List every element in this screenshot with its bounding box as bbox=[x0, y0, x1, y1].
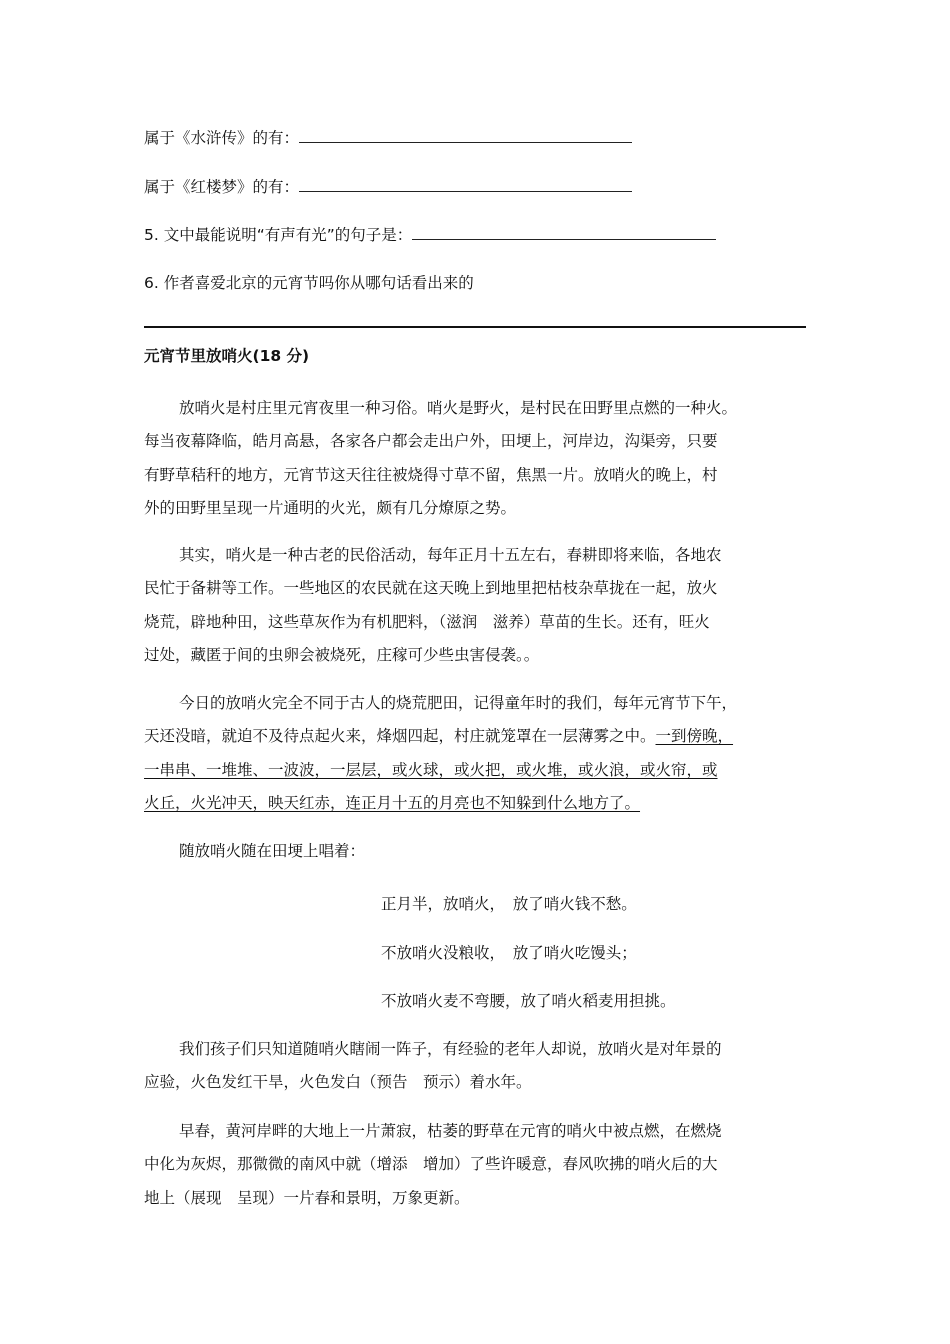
article-title: 元宵节里放哨火(18 分) bbox=[144, 347, 310, 365]
paragraph-line: 我们孩子们只知道随哨火瞎闹一阵子，有经验的老年人却说，放哨火是对年景的 bbox=[179, 1040, 722, 1058]
underlined-sentence-start: 一到傍晚， bbox=[655, 727, 734, 746]
paragraph-6 bbox=[144, 1115, 814, 1215]
paragraph-5 bbox=[144, 1033, 814, 1100]
paragraph-line: 过处，藏匿于间的虫卵会被烧死，庄稼可少些虫害侵袭。。 bbox=[144, 645, 540, 664]
question-5-label: 5. 文中最能说明“有声有光”的句子是： bbox=[144, 226, 413, 244]
question-5 bbox=[144, 223, 716, 245]
question-honglou-label: 属于《红楼梦》的有： bbox=[144, 178, 300, 196]
paragraph-4 bbox=[144, 835, 814, 868]
paragraph-1 bbox=[144, 392, 814, 525]
paragraph-line: 外的田野里呈现一片通明的火光，颇有几分燎原之势。 bbox=[144, 498, 517, 517]
question-shuihu bbox=[144, 126, 632, 148]
song-line-3: 不放哨火麦不弯腰，放了哨火稻麦用担挑。 bbox=[381, 992, 676, 1010]
song-line-1: 正月半，放哨火， 放了哨火钱不愁。 bbox=[381, 895, 637, 913]
paragraph-line: 应验，火色发红干旱，火色发白（预告 预示）着水年。 bbox=[144, 1073, 532, 1092]
underlined-sentence-line: 一串串、一堆堆、一波波，一层层，或火球，或火把，或火堆，或火浪，或火帘，或 bbox=[144, 760, 718, 779]
song-line-2: 不放哨火没粮收， 放了哨火吃馒头； bbox=[381, 944, 637, 962]
question-6-label: 6. 作者喜爱北京的元宵节吗你从哪句话看出来的 bbox=[144, 274, 474, 292]
question-honglou bbox=[144, 175, 632, 197]
paragraph-line: 今日的放哨火完全不同于古人的烧荒肥田，记得童年时的我们，每年元宵节下午， bbox=[179, 694, 738, 712]
paragraph-line: 其实，哨火是一种古老的民俗活动，每年正月十五左右，春耕即将来临，各地农 bbox=[179, 546, 722, 564]
paragraph-line: 早春，黄河岸畔的大地上一片萧寂，枯萎的野草在元宵的哨火中被点燃，在燃烧 bbox=[179, 1122, 722, 1140]
section-divider bbox=[144, 326, 806, 328]
answer-blank-honglou[interactable] bbox=[299, 177, 632, 192]
paragraph-line: 民忙于备耕等工作。一些地区的农民就在这天晚上到地里把枯枝杂草拢在一起，放火 bbox=[144, 579, 718, 598]
paragraph-line: 放哨火是村庄里元宵夜里一种习俗。哨火是野火，是村民在田野里点燃的一种火。 bbox=[179, 399, 738, 417]
paragraph-line bbox=[144, 720, 814, 753]
question-6 bbox=[144, 271, 474, 293]
underlined-sentence-line: 火丘，火光冲天，映天红赤，连正月十五的月亮也不知躲到什么地方了。 bbox=[144, 793, 641, 812]
paragraph-3 bbox=[144, 687, 814, 820]
paragraph-line: 随放哨火随在田埂上唱着： bbox=[179, 842, 366, 860]
answer-blank-shuihu[interactable] bbox=[299, 128, 632, 143]
paragraph-text: 天还没暗，就迫不及待点起火来，烽烟四起，村庄就笼罩在一层薄雾之中。 bbox=[144, 727, 656, 746]
paragraph-line: 每当夜幕降临，皓月高悬，各家各户都会走出户外，田埂上，河岸边，沟渠旁，只要 bbox=[144, 432, 718, 451]
paragraph-line: 烧荒，辟地种田，这些草灰作为有机肥料，（滋润 滋养）草苗的生长。还有，旺火 bbox=[144, 612, 710, 631]
answer-blank-q5[interactable] bbox=[412, 225, 716, 240]
paragraph-line: 中化为灰烬，那微微的南风中就（增添 增加）了些许暖意，春风吹拂的哨火后的大 bbox=[144, 1155, 718, 1174]
paragraph-line: 地上（展现 呈现）一片春和景明，万象更新。 bbox=[144, 1188, 470, 1207]
question-shuihu-label: 属于《水浒传》的有： bbox=[144, 129, 300, 147]
paragraph-line: 有野草秸秆的地方，元宵节这天往往被烧得寸草不留，焦黑一片。放哨火的晚上，村 bbox=[144, 465, 718, 484]
paragraph-2 bbox=[144, 539, 814, 672]
